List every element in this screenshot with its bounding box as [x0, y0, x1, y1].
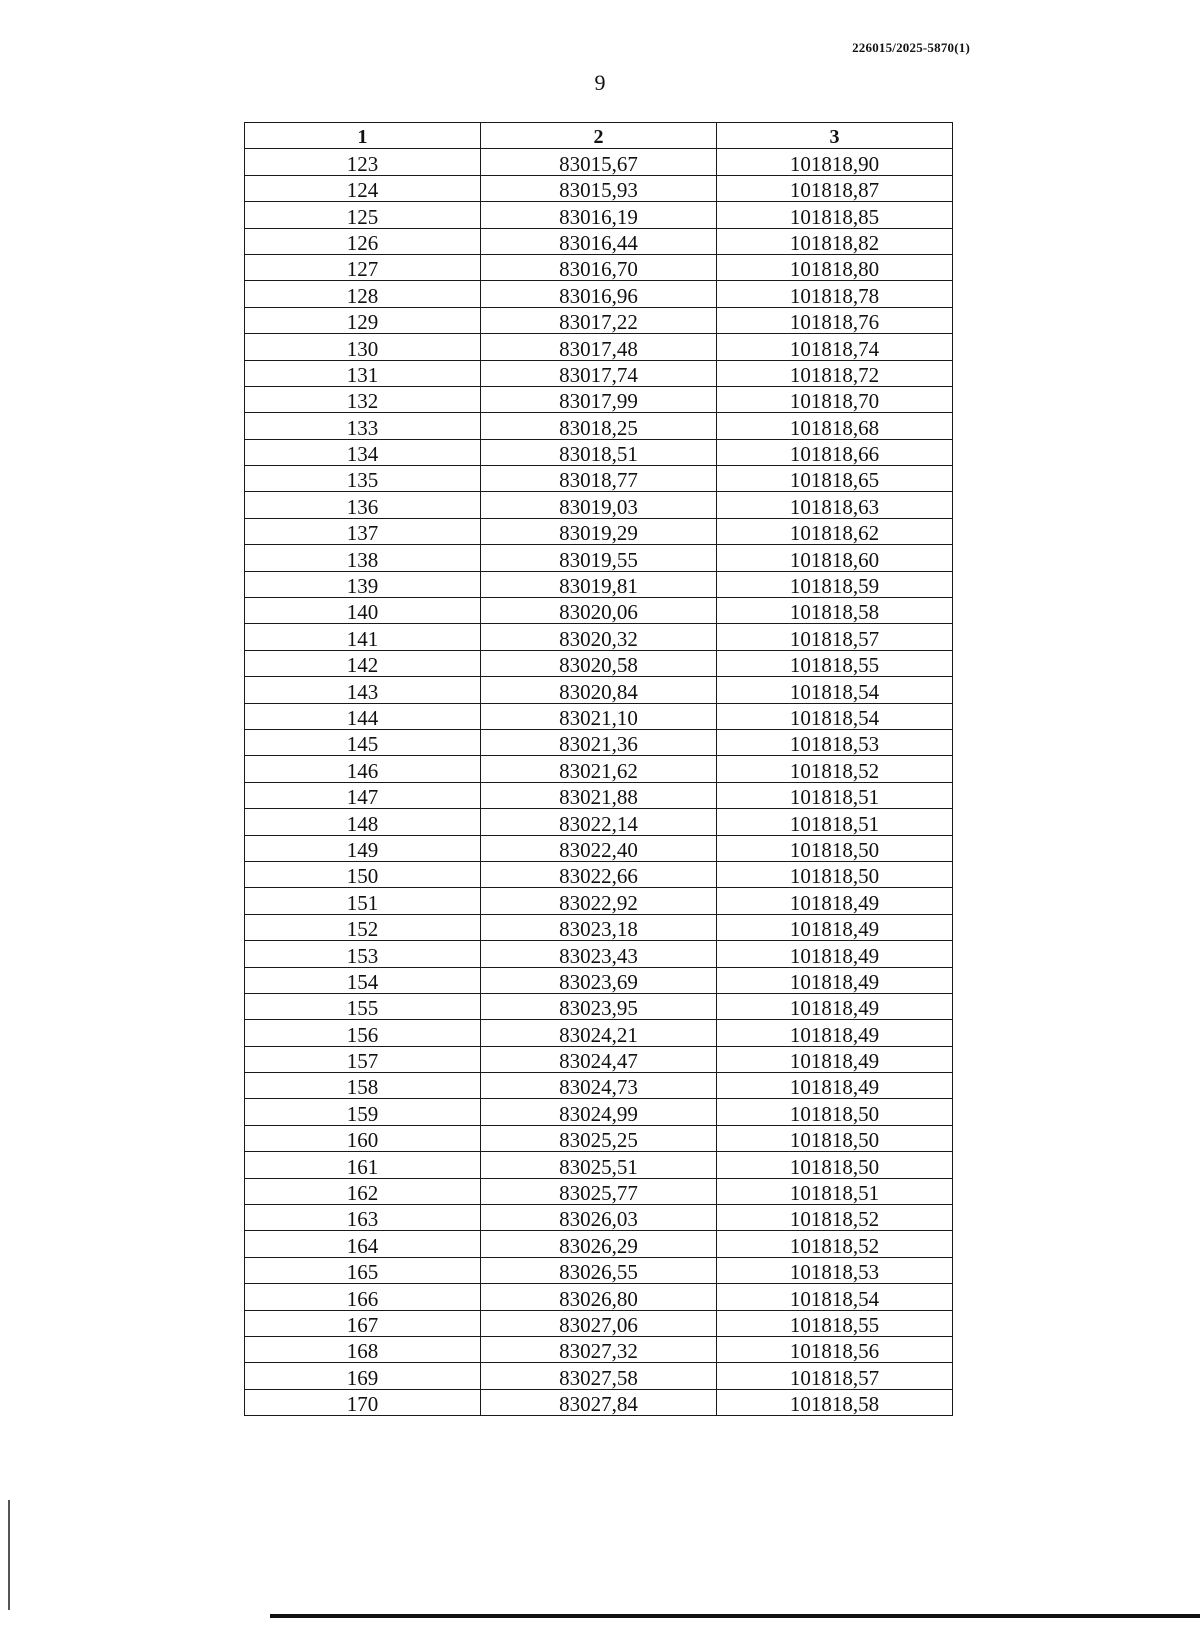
x-coordinate-cell: 83019,81	[481, 571, 717, 597]
y-coordinate-cell: 101818,56	[717, 1336, 953, 1362]
table-row	[245, 677, 953, 703]
point-number-cell: 155	[245, 993, 481, 1019]
point-number-cell: 168	[245, 1336, 481, 1362]
x-coordinate-cell: 83026,03	[481, 1205, 717, 1231]
x-coordinate-cell: 83016,70	[481, 254, 717, 280]
x-coordinate-cell: 83018,77	[481, 466, 717, 492]
point-number-cell: 160	[245, 1125, 481, 1151]
table-row	[245, 729, 953, 755]
x-coordinate-cell: 83020,32	[481, 624, 717, 650]
y-coordinate-cell: 101818,52	[717, 1231, 953, 1257]
y-coordinate-cell: 101818,54	[717, 703, 953, 729]
y-coordinate-cell: 101818,66	[717, 439, 953, 465]
x-coordinate-cell: 83026,29	[481, 1231, 717, 1257]
table-row	[245, 439, 953, 465]
table-row	[245, 598, 953, 624]
x-coordinate-cell: 83022,40	[481, 835, 717, 861]
point-number-cell: 144	[245, 703, 481, 729]
point-number-cell: 133	[245, 413, 481, 439]
y-coordinate-cell: 101818,82	[717, 228, 953, 254]
table-row	[245, 1099, 953, 1125]
table-row	[245, 1178, 953, 1204]
x-coordinate-cell: 83021,36	[481, 729, 717, 755]
y-coordinate-cell: 101818,78	[717, 281, 953, 307]
point-number-cell: 124	[245, 175, 481, 201]
table-row	[245, 703, 953, 729]
x-coordinate-cell: 83017,74	[481, 360, 717, 386]
table-row	[245, 782, 953, 808]
y-coordinate-cell: 101818,62	[717, 518, 953, 544]
x-coordinate-cell: 83018,25	[481, 413, 717, 439]
point-number-cell: 167	[245, 1310, 481, 1336]
x-coordinate-cell: 83024,47	[481, 1046, 717, 1072]
y-coordinate-cell: 101818,58	[717, 598, 953, 624]
point-number-cell: 128	[245, 281, 481, 307]
table-row	[245, 809, 953, 835]
point-number-cell: 145	[245, 729, 481, 755]
table-row	[245, 545, 953, 571]
table-row	[245, 861, 953, 887]
point-number-cell: 142	[245, 650, 481, 676]
point-number-cell: 146	[245, 756, 481, 782]
point-number-cell: 163	[245, 1205, 481, 1231]
y-coordinate-cell: 101818,57	[717, 1363, 953, 1389]
column-header-1: 1	[245, 123, 481, 149]
y-coordinate-cell: 101818,58	[717, 1389, 953, 1415]
table-row	[245, 413, 953, 439]
x-coordinate-cell: 83022,92	[481, 888, 717, 914]
y-coordinate-cell: 101818,80	[717, 254, 953, 280]
x-coordinate-cell: 83018,51	[481, 439, 717, 465]
y-coordinate-cell: 101818,74	[717, 334, 953, 360]
point-number-cell: 141	[245, 624, 481, 650]
y-coordinate-cell: 101818,51	[717, 782, 953, 808]
y-coordinate-cell: 101818,57	[717, 624, 953, 650]
point-number-cell: 169	[245, 1363, 481, 1389]
y-coordinate-cell: 101818,54	[717, 1284, 953, 1310]
x-coordinate-cell: 83024,99	[481, 1099, 717, 1125]
x-coordinate-cell: 83017,22	[481, 307, 717, 333]
point-number-cell: 164	[245, 1231, 481, 1257]
table-row	[245, 756, 953, 782]
point-number-cell: 127	[245, 254, 481, 280]
table-row	[245, 1152, 953, 1178]
y-coordinate-cell: 101818,49	[717, 941, 953, 967]
x-coordinate-cell: 83025,77	[481, 1178, 717, 1204]
table-row	[245, 228, 953, 254]
table-row	[245, 334, 953, 360]
point-number-cell: 138	[245, 545, 481, 571]
table-row	[245, 1336, 953, 1362]
point-number-cell: 139	[245, 571, 481, 597]
table-row	[245, 1073, 953, 1099]
table-header-row	[245, 123, 953, 149]
x-coordinate-cell: 83021,62	[481, 756, 717, 782]
table-row	[245, 492, 953, 518]
column-header-3: 3	[717, 123, 953, 149]
y-coordinate-cell: 101818,49	[717, 1073, 953, 1099]
x-coordinate-cell: 83024,73	[481, 1073, 717, 1099]
x-coordinate-cell: 83025,51	[481, 1152, 717, 1178]
point-number-cell: 165	[245, 1257, 481, 1283]
table-row	[245, 1125, 953, 1151]
x-coordinate-cell: 83023,95	[481, 993, 717, 1019]
column-header-2: 2	[481, 123, 717, 149]
point-number-cell: 158	[245, 1073, 481, 1099]
point-number-cell: 162	[245, 1178, 481, 1204]
point-number-cell: 129	[245, 307, 481, 333]
y-coordinate-cell: 101818,90	[717, 149, 953, 175]
y-coordinate-cell: 101818,63	[717, 492, 953, 518]
table-row	[245, 386, 953, 412]
x-coordinate-cell: 83015,93	[481, 175, 717, 201]
point-number-cell: 143	[245, 677, 481, 703]
point-number-cell: 123	[245, 149, 481, 175]
point-number-cell: 153	[245, 941, 481, 967]
table-row	[245, 466, 953, 492]
point-number-cell: 157	[245, 1046, 481, 1072]
table-row	[245, 1046, 953, 1072]
x-coordinate-cell: 83027,58	[481, 1363, 717, 1389]
table-row	[245, 281, 953, 307]
point-number-cell: 166	[245, 1284, 481, 1310]
table-row	[245, 650, 953, 676]
y-coordinate-cell: 101818,52	[717, 756, 953, 782]
page-number: 9	[594, 70, 606, 95]
x-coordinate-cell: 83019,29	[481, 518, 717, 544]
point-number-cell: 131	[245, 360, 481, 386]
table-row	[245, 1231, 953, 1257]
table-row	[245, 967, 953, 993]
y-coordinate-cell: 101818,68	[717, 413, 953, 439]
x-coordinate-cell: 83021,10	[481, 703, 717, 729]
point-number-cell: 126	[245, 228, 481, 254]
coordinates-table	[244, 122, 953, 1416]
x-coordinate-cell: 83022,66	[481, 861, 717, 887]
y-coordinate-cell: 101818,60	[717, 545, 953, 571]
table-row	[245, 1257, 953, 1283]
table-row	[245, 149, 953, 175]
x-coordinate-cell: 83019,03	[481, 492, 717, 518]
y-coordinate-cell: 101818,85	[717, 202, 953, 228]
point-number-cell: 137	[245, 518, 481, 544]
x-coordinate-cell: 83019,55	[481, 545, 717, 571]
y-coordinate-cell: 101818,50	[717, 1099, 953, 1125]
x-coordinate-cell: 83027,06	[481, 1310, 717, 1336]
table-row	[245, 518, 953, 544]
y-coordinate-cell: 101818,55	[717, 650, 953, 676]
y-coordinate-cell: 101818,50	[717, 1152, 953, 1178]
table-body	[245, 149, 953, 1416]
x-coordinate-cell: 83025,25	[481, 1125, 717, 1151]
y-coordinate-cell: 101818,49	[717, 914, 953, 940]
y-coordinate-cell: 101818,49	[717, 1046, 953, 1072]
point-number-cell: 136	[245, 492, 481, 518]
point-number-cell: 159	[245, 1099, 481, 1125]
point-number-cell: 161	[245, 1152, 481, 1178]
x-coordinate-cell: 83023,43	[481, 941, 717, 967]
point-number-cell: 134	[245, 439, 481, 465]
y-coordinate-cell: 101818,49	[717, 993, 953, 1019]
x-coordinate-cell: 83027,32	[481, 1336, 717, 1362]
table-row	[245, 941, 953, 967]
table-row	[245, 254, 953, 280]
table-row	[245, 1284, 953, 1310]
y-coordinate-cell: 101818,65	[717, 466, 953, 492]
x-coordinate-cell: 83020,58	[481, 650, 717, 676]
table-row	[245, 835, 953, 861]
point-number-cell: 151	[245, 888, 481, 914]
y-coordinate-cell: 101818,50	[717, 835, 953, 861]
point-number-cell: 132	[245, 386, 481, 412]
point-number-cell: 130	[245, 334, 481, 360]
y-coordinate-cell: 101818,51	[717, 1178, 953, 1204]
x-coordinate-cell: 83024,21	[481, 1020, 717, 1046]
point-number-cell: 149	[245, 835, 481, 861]
table-row	[245, 175, 953, 201]
x-coordinate-cell: 83016,19	[481, 202, 717, 228]
y-coordinate-cell: 101818,59	[717, 571, 953, 597]
y-coordinate-cell: 101818,54	[717, 677, 953, 703]
table-row	[245, 1389, 953, 1415]
table-row	[245, 202, 953, 228]
x-coordinate-cell: 83016,44	[481, 228, 717, 254]
y-coordinate-cell: 101818,87	[717, 175, 953, 201]
y-coordinate-cell: 101818,53	[717, 1257, 953, 1283]
x-coordinate-cell: 83021,88	[481, 782, 717, 808]
y-coordinate-cell: 101818,49	[717, 1020, 953, 1046]
x-coordinate-cell: 83023,18	[481, 914, 717, 940]
point-number-cell: 150	[245, 861, 481, 887]
point-number-cell: 147	[245, 782, 481, 808]
table-row	[245, 624, 953, 650]
y-coordinate-cell: 101818,72	[717, 360, 953, 386]
table-row	[245, 993, 953, 1019]
x-coordinate-cell: 83022,14	[481, 809, 717, 835]
x-coordinate-cell: 83017,48	[481, 334, 717, 360]
table-row	[245, 1363, 953, 1389]
y-coordinate-cell: 101818,53	[717, 729, 953, 755]
point-number-cell: 152	[245, 914, 481, 940]
y-coordinate-cell: 101818,50	[717, 861, 953, 887]
table-row	[245, 571, 953, 597]
x-coordinate-cell: 83016,96	[481, 281, 717, 307]
x-coordinate-cell: 83027,84	[481, 1389, 717, 1415]
y-coordinate-cell: 101818,76	[717, 307, 953, 333]
y-coordinate-cell: 101818,50	[717, 1125, 953, 1151]
table-row	[245, 307, 953, 333]
table-row	[245, 1205, 953, 1231]
scan-left-edge	[8, 1500, 10, 1610]
x-coordinate-cell: 83026,80	[481, 1284, 717, 1310]
point-number-cell: 148	[245, 809, 481, 835]
table-row	[245, 914, 953, 940]
point-number-cell: 125	[245, 202, 481, 228]
x-coordinate-cell: 83015,67	[481, 149, 717, 175]
y-coordinate-cell: 101818,55	[717, 1310, 953, 1336]
scan-bottom-edge	[270, 1614, 1200, 1618]
y-coordinate-cell: 101818,49	[717, 967, 953, 993]
y-coordinate-cell: 101818,70	[717, 386, 953, 412]
document-number: 226015/2025-5870(1)	[852, 40, 970, 55]
y-coordinate-cell: 101818,52	[717, 1205, 953, 1231]
x-coordinate-cell: 83023,69	[481, 967, 717, 993]
x-coordinate-cell: 83026,55	[481, 1257, 717, 1283]
y-coordinate-cell: 101818,51	[717, 809, 953, 835]
y-coordinate-cell: 101818,49	[717, 888, 953, 914]
table-row	[245, 360, 953, 386]
x-coordinate-cell: 83017,99	[481, 386, 717, 412]
table-row	[245, 1310, 953, 1336]
point-number-cell: 154	[245, 967, 481, 993]
x-coordinate-cell: 83020,06	[481, 598, 717, 624]
x-coordinate-cell: 83020,84	[481, 677, 717, 703]
table-row	[245, 888, 953, 914]
table-row	[245, 1020, 953, 1046]
point-number-cell: 170	[245, 1389, 481, 1415]
point-number-cell: 140	[245, 598, 481, 624]
point-number-cell: 135	[245, 466, 481, 492]
point-number-cell: 156	[245, 1020, 481, 1046]
